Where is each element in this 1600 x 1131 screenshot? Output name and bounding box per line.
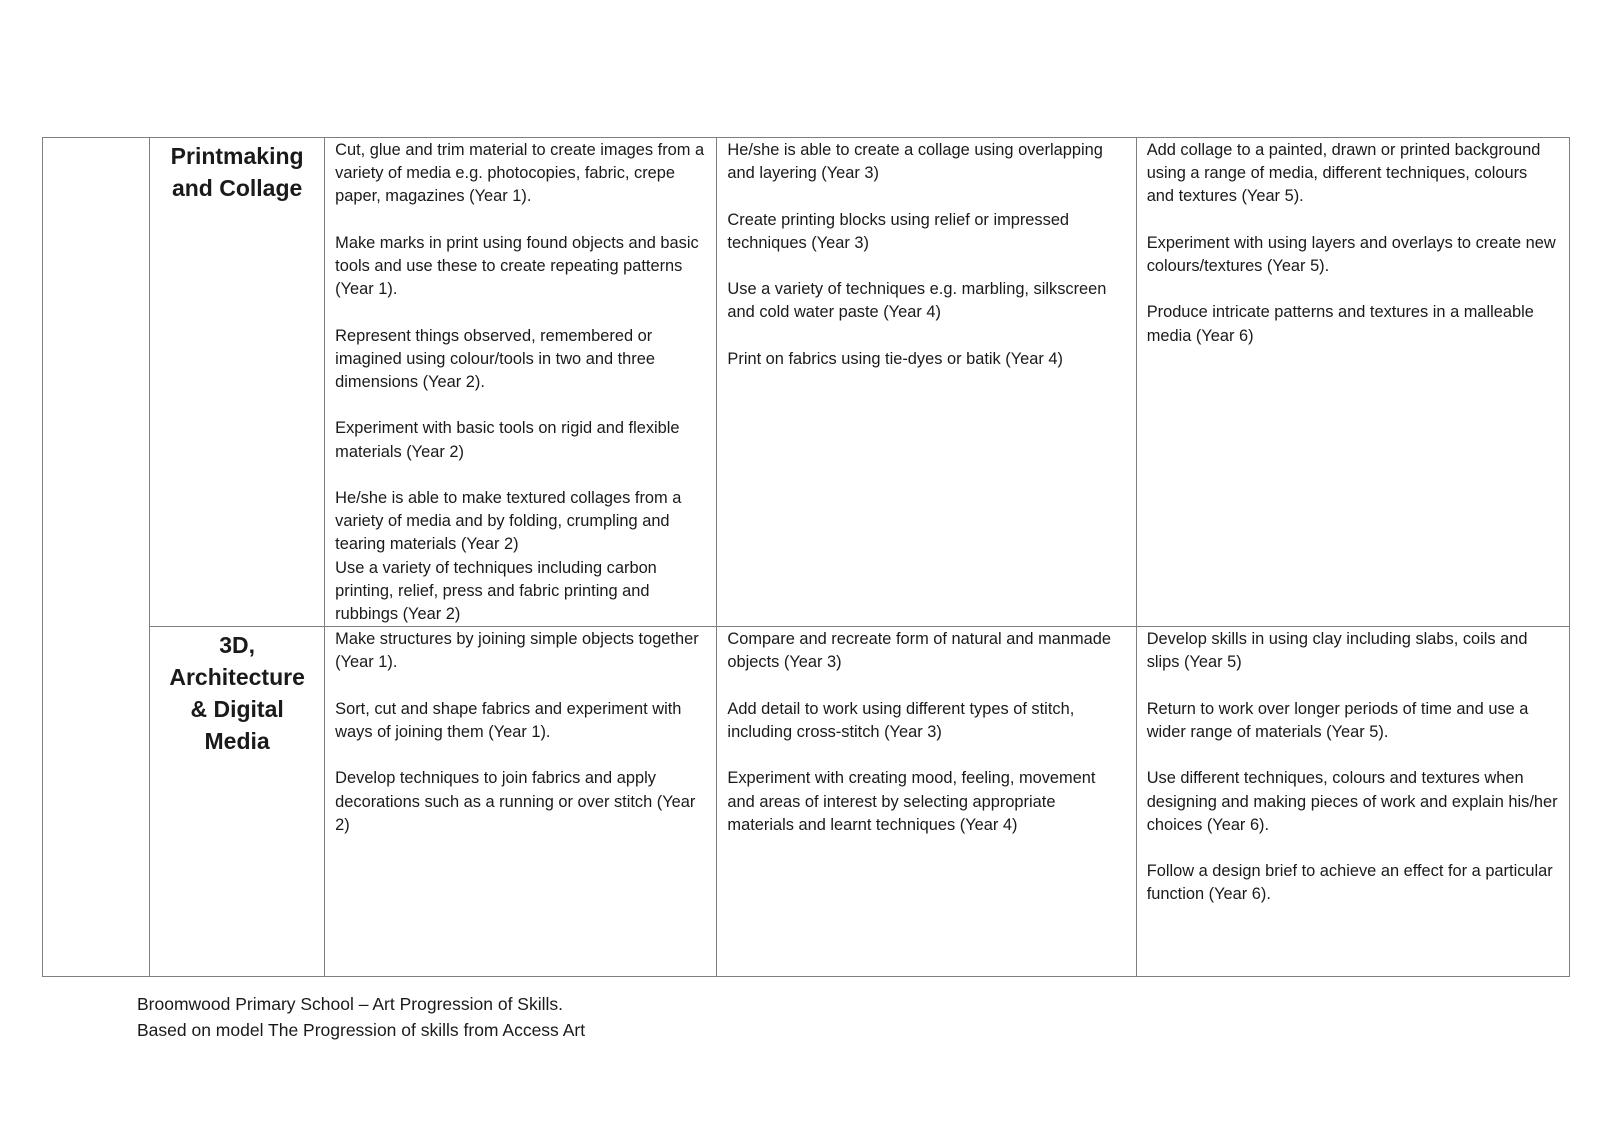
- skill-item: Develop skills in using clay including slabs, coils and slips (Year 5): [1146, 630, 1528, 672]
- ks1-skills-cell: [325, 138, 717, 627]
- skill-item: Experiment with basic tools on rigid and flexible materials (Year 2): [335, 419, 680, 461]
- skill-item: Make structures by joining simple objects together (Year 1).: [335, 630, 699, 672]
- skill-item: He/she is able to create a collage using overlapping and layering (Year 3): [727, 141, 1103, 183]
- area-title-line: and Collage: [171, 175, 303, 201]
- skill-item: Compare and recreate form of natural and manmade objects (Year 3): [727, 630, 1111, 672]
- skill-item: Print on fabrics using tie-dyes or batik (Year 4): [727, 349, 1063, 368]
- skill-item: Use a variety of techniques including carbon printing, relief, press and fabric printing and rubbings (Year 2): [335, 558, 657, 623]
- area-title-line: Printmaking: [170, 143, 304, 169]
- uks2-skills-cell: [1136, 627, 1569, 977]
- skill-item: Produce intricate patterns and textures in a malleable media (Year 6): [1146, 303, 1534, 345]
- footer-school-line: Broomwood Primary School – Art Progression of Skills.: [137, 994, 563, 1014]
- skill-item: Use different techniques, colours and textures when designing and making pieces of work and explain his/her choices (Year 6).: [1146, 769, 1558, 834]
- skill-item: Add collage to a painted, drawn or printed background using a range of media, different techniques, colours and textures (Year 5).: [1146, 141, 1541, 206]
- page-footer: [137, 991, 585, 1043]
- skill-item: Develop techniques to join fabrics and apply decorations such as a running or over stitch (Year 2): [335, 769, 696, 834]
- skills-progression-table: [42, 137, 1570, 977]
- skill-item: Return to work over longer periods of time and use a wider range of materials (Year 5).: [1146, 699, 1529, 741]
- skill-item: Sort, cut and shape fabrics and experiment with ways of joining them (Year 1).: [335, 699, 682, 741]
- skill-item: Add detail to work using different types of stitch, including cross-stitch (Year 3): [727, 699, 1075, 741]
- skill-item: Experiment with creating mood, feeling, movement and areas of interest by selecting appropriate materials and learnt techniques (Year 4): [727, 769, 1096, 834]
- skill-item: Cut, glue and trim material to create images from a variety of media e.g. photocopies, fabric, crepe paper, magazines (Year 1).: [335, 141, 705, 206]
- skill-item: Create printing blocks using relief or impressed techniques (Year 3): [727, 210, 1070, 252]
- skill-item: Make marks in print using found objects and basic tools and use these to create repeating patterns (Year 1).: [335, 233, 699, 299]
- skill-item: Use a variety of techniques e.g. marbling, silkscreen and cold water paste (Year 4): [727, 280, 1107, 322]
- ks1-skills-cell: [325, 627, 717, 977]
- area-heading-printmaking: [150, 138, 325, 627]
- skill-item: Represent things observed, remembered or imagined using colour/tools in two and three dimensions (Year 2).: [335, 326, 655, 391]
- lks2-skills-cell: [717, 138, 1136, 627]
- skill-item: Experiment with using layers and overlays to create new colours/textures (Year 5).: [1146, 233, 1556, 275]
- area-title-line: & Digital: [190, 696, 284, 723]
- area-title-line: Architecture: [169, 664, 305, 691]
- area-heading-3d: [150, 627, 325, 977]
- uks2-skills-cell: [1136, 138, 1569, 627]
- blank-column-cell: [43, 138, 150, 977]
- skill-item: Follow a design brief to achieve an effect for a particular function (Year 6).: [1146, 862, 1553, 904]
- area-title-line: Media: [204, 728, 270, 755]
- footer-source-line: Based on model The Progression of skills from Access Art: [137, 1020, 586, 1040]
- table-row: [43, 627, 1570, 977]
- table-row: [43, 138, 1570, 627]
- area-title-line: 3D,: [219, 632, 256, 659]
- lks2-skills-cell: [717, 627, 1136, 977]
- skill-item: He/she is able to make textured collages from a variety of media and by folding, crumpling and tearing materials (Year 2): [335, 488, 682, 554]
